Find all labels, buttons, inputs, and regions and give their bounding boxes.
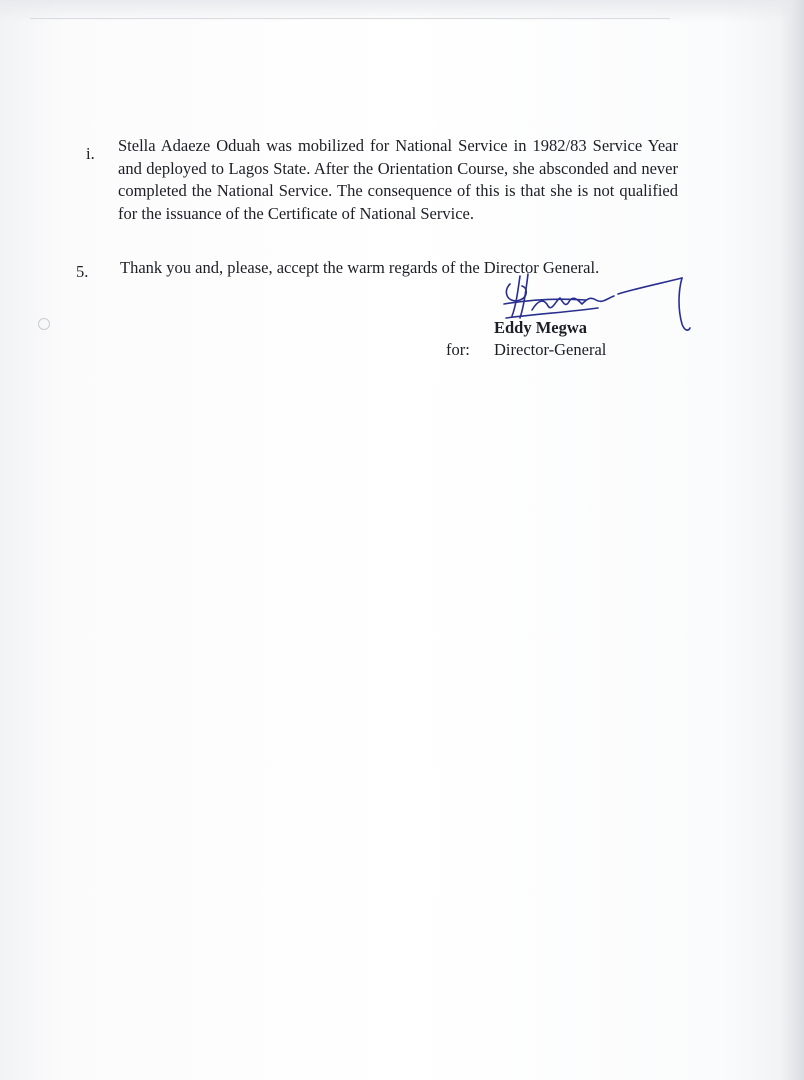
for-label: for: <box>446 340 470 359</box>
top-rule-line <box>30 18 670 19</box>
item-i-marker: i. <box>86 144 95 163</box>
signatory-title: Director-General <box>494 340 607 359</box>
signatory-name: Eddy Megwa <box>494 318 588 337</box>
item-5-paragraph: Thank you and, please, accept the warm regards of the Director General. <box>120 258 600 277</box>
item-5-marker: 5. <box>76 262 89 281</box>
item-i-paragraph: Stella Adaeze Oduah was mobilized for National Service in 1982/83 Service Year and deployed to Lagos State. After the Orientation Course, she absconded and never completed the National Service. The consequence of this is that she is not qualified for the issuance of the Certificate of National Service. <box>118 136 678 223</box>
punch-hole-mark <box>38 318 50 330</box>
paper-right-edge-shadow <box>780 0 804 1080</box>
